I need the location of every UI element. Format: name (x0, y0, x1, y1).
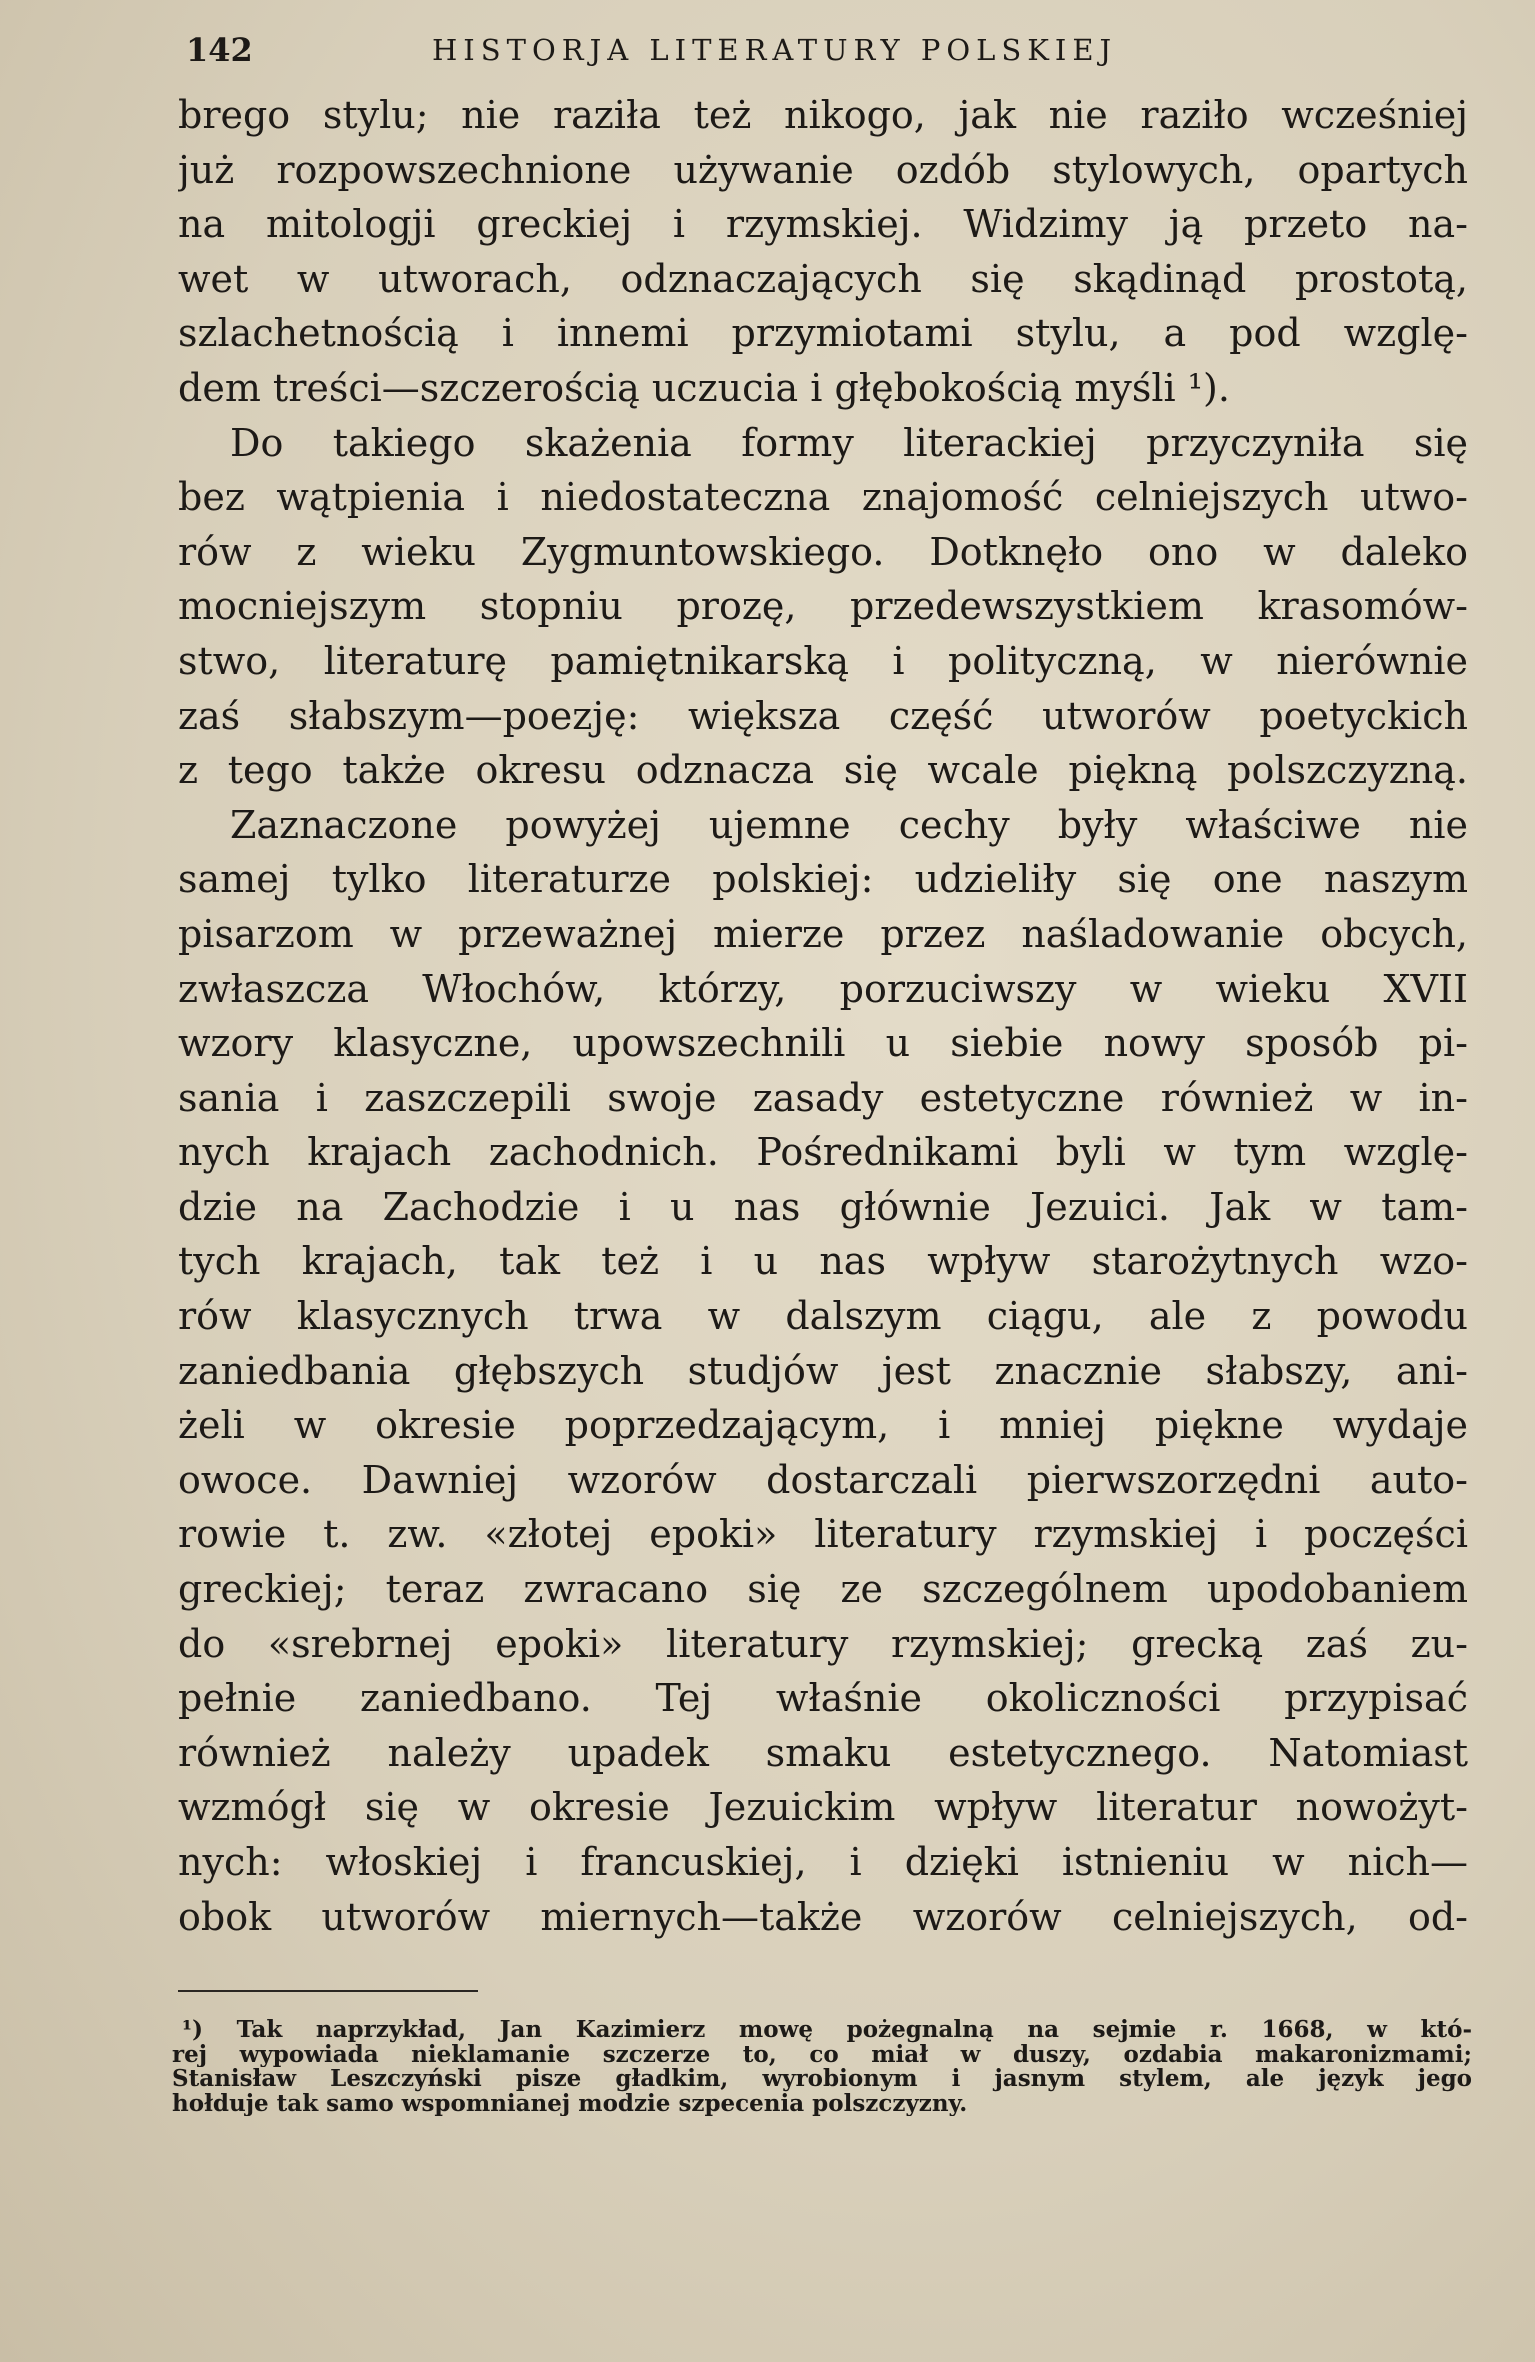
text-line: wet w utworach, odznaczających się skądinąd prostotą, (178, 256, 1468, 301)
text-line: wzmógł się w okresie Jezuickim wpływ literatur nowożyt- (178, 1785, 1468, 1830)
text-line: Zaznaczone powyżej ujemne cechy były właściwe nie (230, 802, 1468, 847)
page-number: 142 (186, 31, 253, 69)
text-line: greckiej; teraz zwracano się ze szczególnem upodobaniem (178, 1567, 1468, 1612)
text-line: zaniedbania głębszych studjów jest znacznie słabszy, ani- (178, 1348, 1468, 1393)
text-line: na mitologji greckiej i rzymskiej. Widzimy ją przeto na- (178, 202, 1468, 247)
text-line: pisarzom w przeważnej mierze przez naśladowanie obcych, (178, 911, 1468, 956)
text-line: mocniejszym stopniu prozę, przedewszystkiem krasomów- (178, 584, 1468, 629)
text-line: rowie t. zw. «złotej epoki» literatury rzymskiej i poczęści (178, 1512, 1468, 1557)
text-line: nych krajach zachodnich. Pośrednikami byli w tym wzglę- (178, 1130, 1468, 1175)
running-title: HISTORJA LITERATURY POLSKIEJ (432, 33, 1118, 67)
text-line: rów z wieku Zygmuntowskiego. Dotknęło ono w daleko (178, 529, 1468, 574)
text-line: Do takiego skażenia formy literackiej przyczyniła się (230, 420, 1468, 465)
text-line: wzory klasyczne, upowszechnili u siebie nowy sposób pi- (178, 1021, 1468, 1066)
text-line: już rozpowszechnione używanie ozdób stylowych, opartych (178, 147, 1468, 192)
footnotes (172, 2018, 1472, 2116)
text-line: brego stylu; nie raziła też nikogo, jak nie raziło wcześniej (178, 93, 1468, 137)
text-line: sania i zaszczepili swoje zasady estetyczne również w in- (178, 1075, 1468, 1120)
text-line: dzie na Zachodzie i u nas głównie Jezuici. Jak w tam- (178, 1184, 1468, 1229)
text-line: zaś słabszym—poezję: większa część utworów poetyckich (178, 693, 1468, 738)
text-line: tych krajach, tak też i u nas wpływ starożytnych wzo- (178, 1239, 1468, 1284)
text-line: bez wątpienia i niedostateczna znajomość celniejszych utwo- (178, 475, 1468, 520)
text-line: dem treści—szczerością uczucia i głębokością myśli ¹). (178, 365, 1230, 410)
text-line: z tego także okresu odznacza się wcale piękną polszczyzną. (178, 748, 1468, 793)
text-line: nych: włoskiej i francuskiej, i dzięki istnieniu w nich— (178, 1840, 1468, 1884)
text-line: stwo, literaturę pamiętnikarską i polityczną, w nierównie (178, 638, 1468, 683)
text-line: owoce. Dawniej wzorów dostarczali pierwszorzędni auto- (178, 1457, 1468, 1502)
text-line: również należy upadek smaku estetycznego. Natomiast (178, 1730, 1468, 1775)
footnote-line: hołduje tak samo wspomnianej modzie szpecenia polszczyzny. (172, 2091, 968, 2116)
text-line: pełnie zaniedbano. Tej właśnie okoliczności przypisać (178, 1676, 1468, 1721)
footnote-line: ¹) Tak naprzykład, Jan Kazimierz mowę pożegnalną na sejmie r. 1668, w któ- (182, 2018, 1472, 2043)
text-line: rów klasycznych trwa w dalszym ciągu, ale z powodu (178, 1294, 1468, 1339)
footnote-line: Stanisław Leszczyński pisze gładkim, wyrobionym i jasnym stylem, ale język jego (172, 2067, 1472, 2092)
page-header (178, 26, 1478, 74)
text-line: samej tylko literaturze polskiej: udzieliły się one naszym (178, 857, 1468, 902)
body-text (178, 88, 1468, 1944)
footnote-separator (178, 1990, 478, 1992)
footnote-line: rej wypowiada nieklamanie szczerze to, co miał w duszy, ozdabia makaronizmami; (172, 2042, 1472, 2067)
text-line: do «srebrnej epoki» literatury rzymskiej; grecką zaś zu- (178, 1621, 1468, 1666)
text-line: szlachetnością i innemi przymiotami stylu, a pod wzglę- (178, 311, 1468, 356)
text-line: żeli w okresie poprzedzającym, i mniej piękne wydaje (178, 1403, 1468, 1448)
text-line: zwłaszcza Włochów, którzy, porzuciwszy w wieku XVII (178, 966, 1468, 1011)
text-line: obok utworów miernych—także wzorów celniejszych, od- (178, 1894, 1468, 1939)
